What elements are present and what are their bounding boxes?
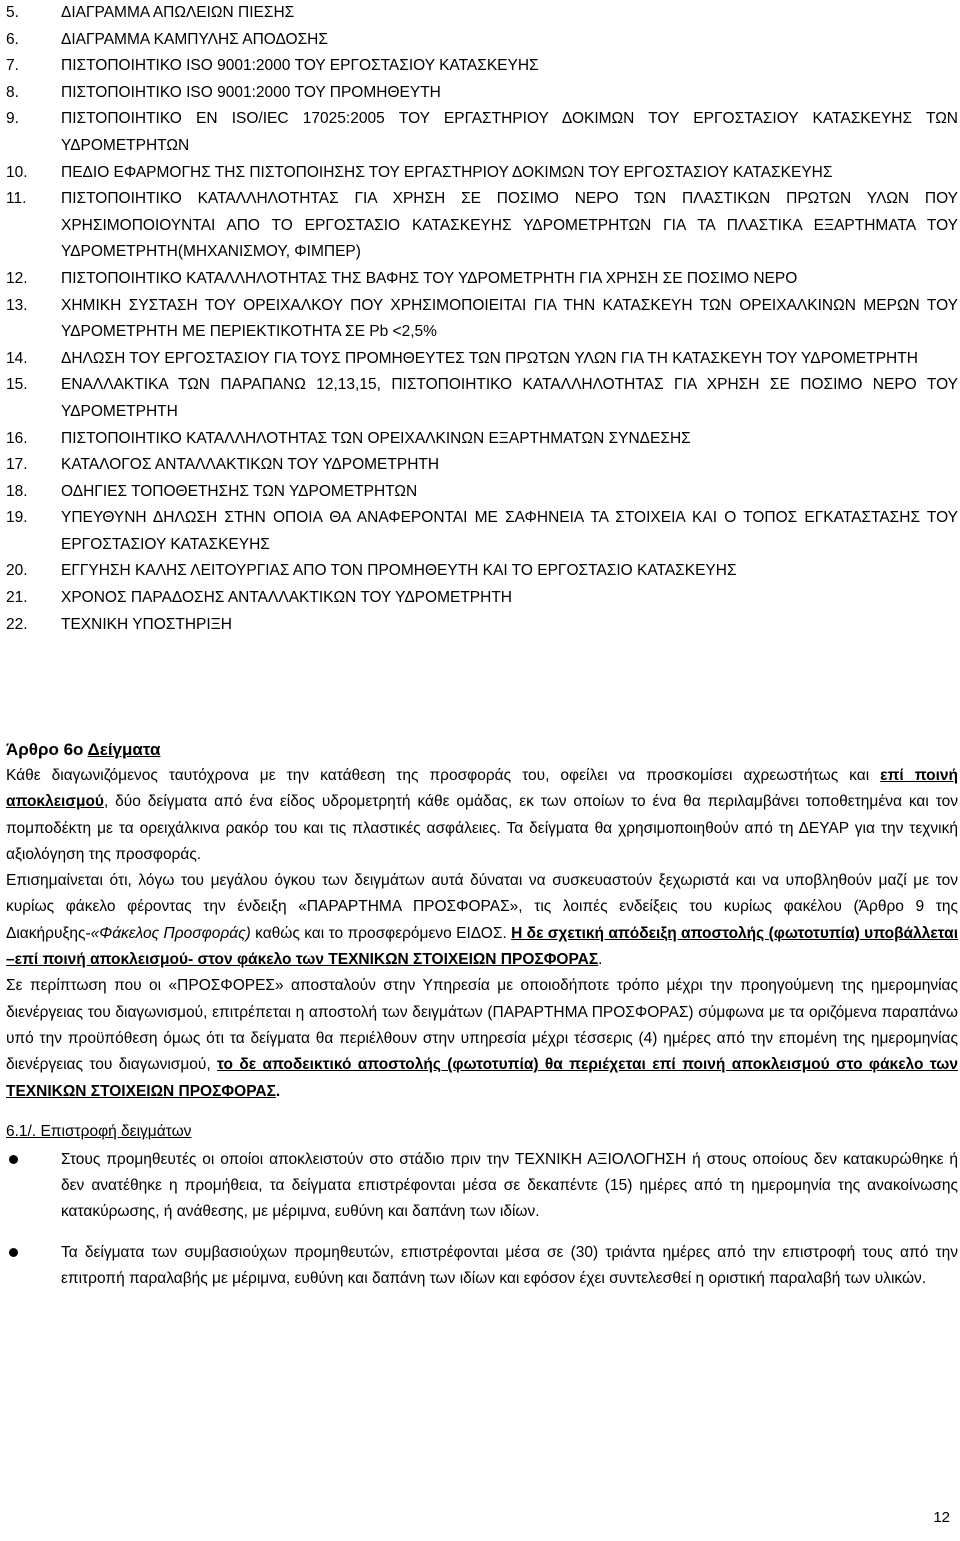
list-item — [6, 346, 958, 373]
article-heading-prefix: Άρθρο 6ο — [6, 740, 84, 759]
list-item-number: 9. — [6, 110, 19, 128]
article-heading — [6, 737, 958, 763]
bullet-text: Τα δείγματα των συμβασιούχων προμηθευτών, επιστρέφονται μέσα σε (30) τριάντα ημέρες από την επιστροφή τους από την επιτροπή παραλαβής με μέριμνα, ευθύνη και δαπάνη των ιδίων και εφόσον έχει συντελεσθεί η οριστική παραλαβή των υλικών. — [61, 1243, 958, 1288]
article-heading-title: Δείγματα — [87, 740, 161, 759]
list-item-text: ΔΙΑΓΡΑΜΜΑ ΑΠΩΛΕΙΩΝ ΠΙΕΣΗΣ — [61, 4, 295, 21]
paragraph-early-submission — [6, 973, 958, 1104]
text-run: , δύο δείγματα από ένα είδος υδρομετρητή κάθε ομάδας, εκ των οποίων το ένα θα περιλαμβάνει τοποθετημένα και τον πομποδέκτη με τα ορειχάλκινα ρακόρ του και τις πλαστικές ασφάλειες. Τα δείγματα θα χρησιμοποιηθούν από τη ΔΕΥΑΡ για την τεχνική αξιολόγηση της προσφοράς. — [6, 793, 958, 863]
list-item — [6, 106, 958, 159]
list-item-number: 11. — [6, 190, 27, 208]
list-item — [6, 505, 958, 558]
list-item — [6, 585, 958, 612]
list-item-text: ΔΙΑΓΡΑΜΜΑ ΚΑΜΠΥΛΗΣ ΑΠΟΔΟΣΗΣ — [61, 30, 328, 48]
list-item-number: 15. — [6, 376, 28, 394]
list-item-text: ΕΝΑΛΛΑΚΤΙΚΑ ΤΩΝ ΠΑΡΑΠΑΝΩ 12,13,15, ΠΙΣΤΟΠΟΙΗΤΙΚΟ ΚΑΤΑΛΛΗΛΟΤΗΤΑΣ ΓΙΑ ΧΡΗΣΗ ΣΕ ΠΟΣΙΜΟ ΝΕΡΟ ΤΟΥ ΥΔΡΟΜΕΤΡΗΤΗ — [61, 376, 958, 420]
list-item-text: ΠΙΣΤΟΠΟΙΗΤΙΚΟ ΚΑΤΑΛΛΗΛΟΤΗΤΑΣ ΓΙΑ ΧΡΗΣΗ ΣΕ ΠΟΣΙΜΟ ΝΕΡΟ ΤΩΝ ΠΛΑΣΤΙΚΩΝ ΠΡΩΤΩΝ ΥΛΩΝ ΠΟΥ ΧΡΗΣΙΜΟΠΟΙΟΥΝΤΑΙ ΑΠΟ ΤΟ ΕΡΓΟΣΤΑΣΙΟ ΚΑΤΑΣΚΕΥΗΣ ΥΔΡΟΜΕΤΡΗΤΩΝ ΓΙΑ ΤΑ ΠΛΑΣΤΙΚΑ ΕΞΑΡΤΗΜΑΤΑ ΤΟΥ ΥΔΡΟΜΕΤΡΗΤΗ(ΜΗΧΑΝΙΣΜΟΥ, ΦΙΜΠΕΡ) — [61, 190, 958, 261]
text-run: . — [275, 1082, 281, 1100]
list-item-text: ΟΔΗΓΙΕΣ ΤΟΠΟΘΕΤΗΣΗΣ ΤΩΝ ΥΔΡΟΜΕΤΡΗΤΩΝ — [61, 482, 418, 500]
list-item-text: ΔΗΛΩΣΗ ΤΟΥ ΕΡΓΟΣΤΑΣΙΟΥ ΓΙΑ ΤΟΥΣ ΠΡΟΜΗΘΕΥΤΕΣ ΤΩΝ ΠΡΩΤΩΝ ΥΛΩΝ ΓΙΑ ΤΗ ΚΑΤΑΣΚΕΥΗ ΤΟΥ ΥΔΡΟΜΕΤΡΗΤΗ — [61, 349, 918, 367]
text-run: Επισημαίνεται ότι, λόγω του μεγάλου όγκου των δειγμάτων αυτά δύναται να συσκευαστούν ξεχωριστά και να υποβληθούν μαζί με τον κυρίως φάκελο φέροντας την ένδειξη «ΠΑΡΑΡΤΗΜΑ ΠΡΟΣΦΟΡΑΣ», τις λοιπές ενδείξεις του κυρίως φακέλου (Άρθρο 9 της Διακήρυξης- — [6, 872, 958, 942]
list-item-number: 7. — [6, 57, 19, 75]
list-item-number: 5. — [6, 4, 19, 21]
sub-heading-sample-return: 6.1/. Επιστροφή δειγμάτων — [6, 1122, 192, 1140]
list-item — [6, 452, 958, 479]
list-item-text: ΠΙΣΤΟΠΟΙΗΤΙΚΟ ISO 9001:2000 ΤΟΥ ΠΡΟΜΗΘΕΥΤΗ — [61, 83, 441, 101]
list-item — [6, 426, 958, 453]
list-item — [6, 479, 958, 506]
bullet-item — [6, 1240, 958, 1293]
list-item-number: 20. — [6, 562, 28, 580]
text-run: . — [598, 951, 603, 969]
list-item — [6, 186, 958, 266]
emphasis-exclusion: επί ποινή αποκλεισμού — [6, 767, 958, 811]
list-item-text: ΚΑΤΑΛΟΓΟΣ ΑΝΤΑΛΛΑΚΤΙΚΩΝ ΤΟΥ ΥΔΡΟΜΕΤΡΗΤΗ — [61, 456, 440, 474]
list-item-text: ΠΙΣΤΟΠΟΙΗΤΙΚΟ ΕΝ ISO/IEC 17025:2005 ΤΟΥ ΕΡΓΑΣΤΗΡΙΟΥ ΔΟΚΙΜΩΝ ΤΟΥ ΕΡΓΟΣΤΑΣΙΟΥ ΚΑΤΑΣΚΕΥΗΣ ΤΩΝ ΥΔΡΟΜΕΤΡΗΤΩΝ — [61, 110, 958, 154]
list-item — [6, 160, 958, 187]
page-number: 12 — [933, 1509, 950, 1526]
list-item-number: 14. — [6, 349, 28, 367]
list-item-number: 17. — [6, 456, 28, 474]
list-item-number: 12. — [6, 269, 28, 287]
list-item-text: ΕΓΓΥΗΣΗ ΚΑΛΗΣ ΛΕΙΤΟΥΡΓΙΑΣ ΑΠΟ ΤΟΝ ΠΡΟΜΗΘΕΥΤΗ ΚΑΙ ΤΟ ΕΡΓΟΣΤΑΣΙΟ ΚΑΤΑΣΚΕΥΗΣ — [61, 562, 737, 580]
list-item-number: 19. — [6, 509, 28, 527]
emphasis-receipt: Η δε σχετική απόδειξη αποστολής (φωτοτυπία) υποβάλλεται –επί ποινή αποκλεισμού- στον φάκελο των ΤΕΧΝΙΚΩΝ ΣΤΟΙΧΕΙΩΝ ΠΡΟΣΦΟΡΑΣ — [6, 924, 959, 969]
list-item — [6, 266, 958, 293]
list-item-number: 6. — [6, 30, 19, 48]
bullet-item — [6, 1147, 958, 1226]
list-item-text: ΠΙΣΤΟΠΟΙΗΤΙΚΟ ΚΑΤΑΛΛΗΛΟΤΗΤΑΣ ΤΩΝ ΟΡΕΙΧΑΛΚΙΝΩΝ ΕΞΑΡΤΗΜΑΤΩΝ ΣΥΝΔΕΣΗΣ — [61, 429, 691, 447]
list-item — [6, 612, 958, 639]
list-item-text: ΠΙΣΤΟΠΟΙΗΤΙΚΟ ΚΑΤΑΛΛΗΛΟΤΗΤΑΣ ΤΗΣ ΒΑΦΗΣ ΤΟΥ ΥΔΡΟΜΕΤΡΗΤΗ ΓΙΑ ΧΡΗΣΗ ΣΕ ΠΟΣΙΜΟ ΝΕΡΟ — [61, 269, 798, 287]
bullet-list — [6, 1147, 958, 1292]
list-item — [6, 293, 958, 346]
list-item-number: 10. — [6, 163, 28, 181]
bullet-text: Στους προμηθευτές οι οποίοι αποκλειστούν στο στάδιο πριν την ΤΕΧΝΙΚΗ ΑΞΙΟΛΟΓΗΣΗ ή στους οποίους δεν κατακυρώθηκε ή δεν ανατέθηκε η προμήθεια, τα δείγματα επιστρέφονται μέσα σε δεκαπέντε (15) ημέρες από τη ημερομηνία της ανακοίνωσης κατακύρωσης, ή ανάθεσης, με μέριμνα, ευθύνη και δαπάνη των ιδίων. — [61, 1150, 958, 1221]
text-run: Κάθε διαγωνιζόμενος ταυτόχρονα με την κατάθεση της προσφοράς του, οφείλει να προσκομίσει αχρεωστήτως και — [6, 767, 881, 784]
list-item-number: 16. — [6, 429, 28, 447]
italic-reference: «Φάκελος Προσφοράς) — [90, 924, 251, 942]
article-6 — [6, 737, 958, 1306]
emphasis-proof: το δε αποδεικτικό αποστολής (φωτοτυπία) θα περιέχεται επί ποινή αποκλεισμού στο φάκελο των ΤΕΧΝΙΚΩΝ ΣΤΟΙΧΕΙΩΝ ΠΡΟΣΦΟΡΑΣ — [6, 1056, 958, 1100]
list-item-text: ΠΙΣΤΟΠΟΙΗΤΙΚΟ ISO 9001:2000 ΤΟΥ ΕΡΓΟΣΤΑΣΙΟΥ ΚΑΤΑΣΚΕΥΗΣ — [61, 57, 539, 75]
paragraph-samples-submission — [6, 763, 958, 868]
list-item-number: 18. — [6, 482, 28, 500]
list-item-number: 22. — [6, 615, 28, 633]
list-item-text: ΤΕΧΝΙΚΗ ΥΠΟΣΤΗΡΙΞΗ — [61, 615, 232, 633]
list-item — [6, 372, 958, 425]
list-item — [6, 53, 958, 80]
list-item-text: ΥΠΕΥΘΥΝΗ ΔΗΛΩΣΗ ΣΤΗΝ ΟΠΟΙΑ ΘΑ ΑΝΑΦΕΡΟΝΤΑΙ ΜΕ ΣΑΦΗΝΕΙΑ ΤΑ ΣΤΟΙΧΕΙΑ ΚΑΙ Ο ΤΟΠΟΣ ΕΓΚΑΤΑΣΤΑΣΗΣ ΤΟΥ ΕΡΓΟΣΤΑΣΙΟΥ ΚΑΤΑΣΚΕΥΗΣ — [61, 509, 958, 553]
list-item-text: ΧΡΟΝΟΣ ΠΑΡΑΔΟΣΗΣ ΑΝΤΑΛΛΑΚΤΙΚΩΝ ΤΟΥ ΥΔΡΟΜΕΤΡΗΤΗ — [61, 589, 512, 607]
list-item-number: 13. — [6, 296, 28, 314]
text-run: Σε περίπτωση που οι «ΠΡΟΣΦΟΡΕΣ» αποσταλούν στην Υπηρεσία με οποιοδήποτε τρόπο μέχρι την προηγούμενη της ημερομηνίας διενέργειας του διαγωνισμού, επιτρέπεται η αποστολή των δειγμάτων (ΠΑΡΑΡΤΗΜΑ ΠΡΟΣΦΟΡΑΣ) σύμφωνα με τα οριζόμενα παραπάνω υπό την προϋπόθεση όμως ότι τα δείγματα θα περιέλθουν στην υπηρεσία μέχρι τέσσερις (4) ημέρες από την επομένη της ημερομηνίας διενέργειας του διαγωνισμού, — [6, 977, 958, 1074]
requirements-list — [6, 0, 958, 638]
bullet-icon — [9, 1248, 18, 1257]
list-item — [6, 0, 958, 27]
list-item — [6, 558, 958, 585]
list-item — [6, 80, 958, 107]
list-item-text: ΧΗΜΙΚΗ ΣΥΣΤΑΣΗ ΤΟΥ ΟΡΕΙΧΑΛΚΟΥ ΠΟΥ ΧΡΗΣΙΜΟΠΟΙΕΙΤΑΙ ΓΙΑ ΤΗΝ ΚΑΤΑΣΚΕΥΗ ΤΩΝ ΟΡΕΙΧΑΛΚΙΝΩΝ ΜΕΡΩΝ ΤΟΥ ΥΔΡΟΜΕΤΡΗΤΗ ΜΕ ΠΕΡΙΕΚΤΙΚΟΤΗΤΑ ΣΕ Pb <2,5% — [61, 296, 958, 341]
text-run: καθώς και το προσφερόμενο ΕΙΔΟΣ. — [250, 924, 512, 942]
paragraph-packaging — [6, 868, 958, 973]
list-item-number: 21. — [6, 589, 28, 607]
list-item-number: 8. — [6, 83, 19, 101]
list-item-text: ΠΕΔΙΟ ΕΦΑΡΜΟΓΗΣ ΤΗΣ ΠΙΣΤΟΠΟΙΗΣΗΣ ΤΟΥ ΕΡΓΑΣΤΗΡΙΟΥ ΔΟΚΙΜΩΝ ΤΟΥ ΕΡΓΟΣΤΑΣΙΟΥ ΚΑΤΑΣΚΕΥΗΣ — [61, 163, 833, 181]
list-item — [6, 27, 958, 54]
bullet-icon — [9, 1155, 18, 1164]
